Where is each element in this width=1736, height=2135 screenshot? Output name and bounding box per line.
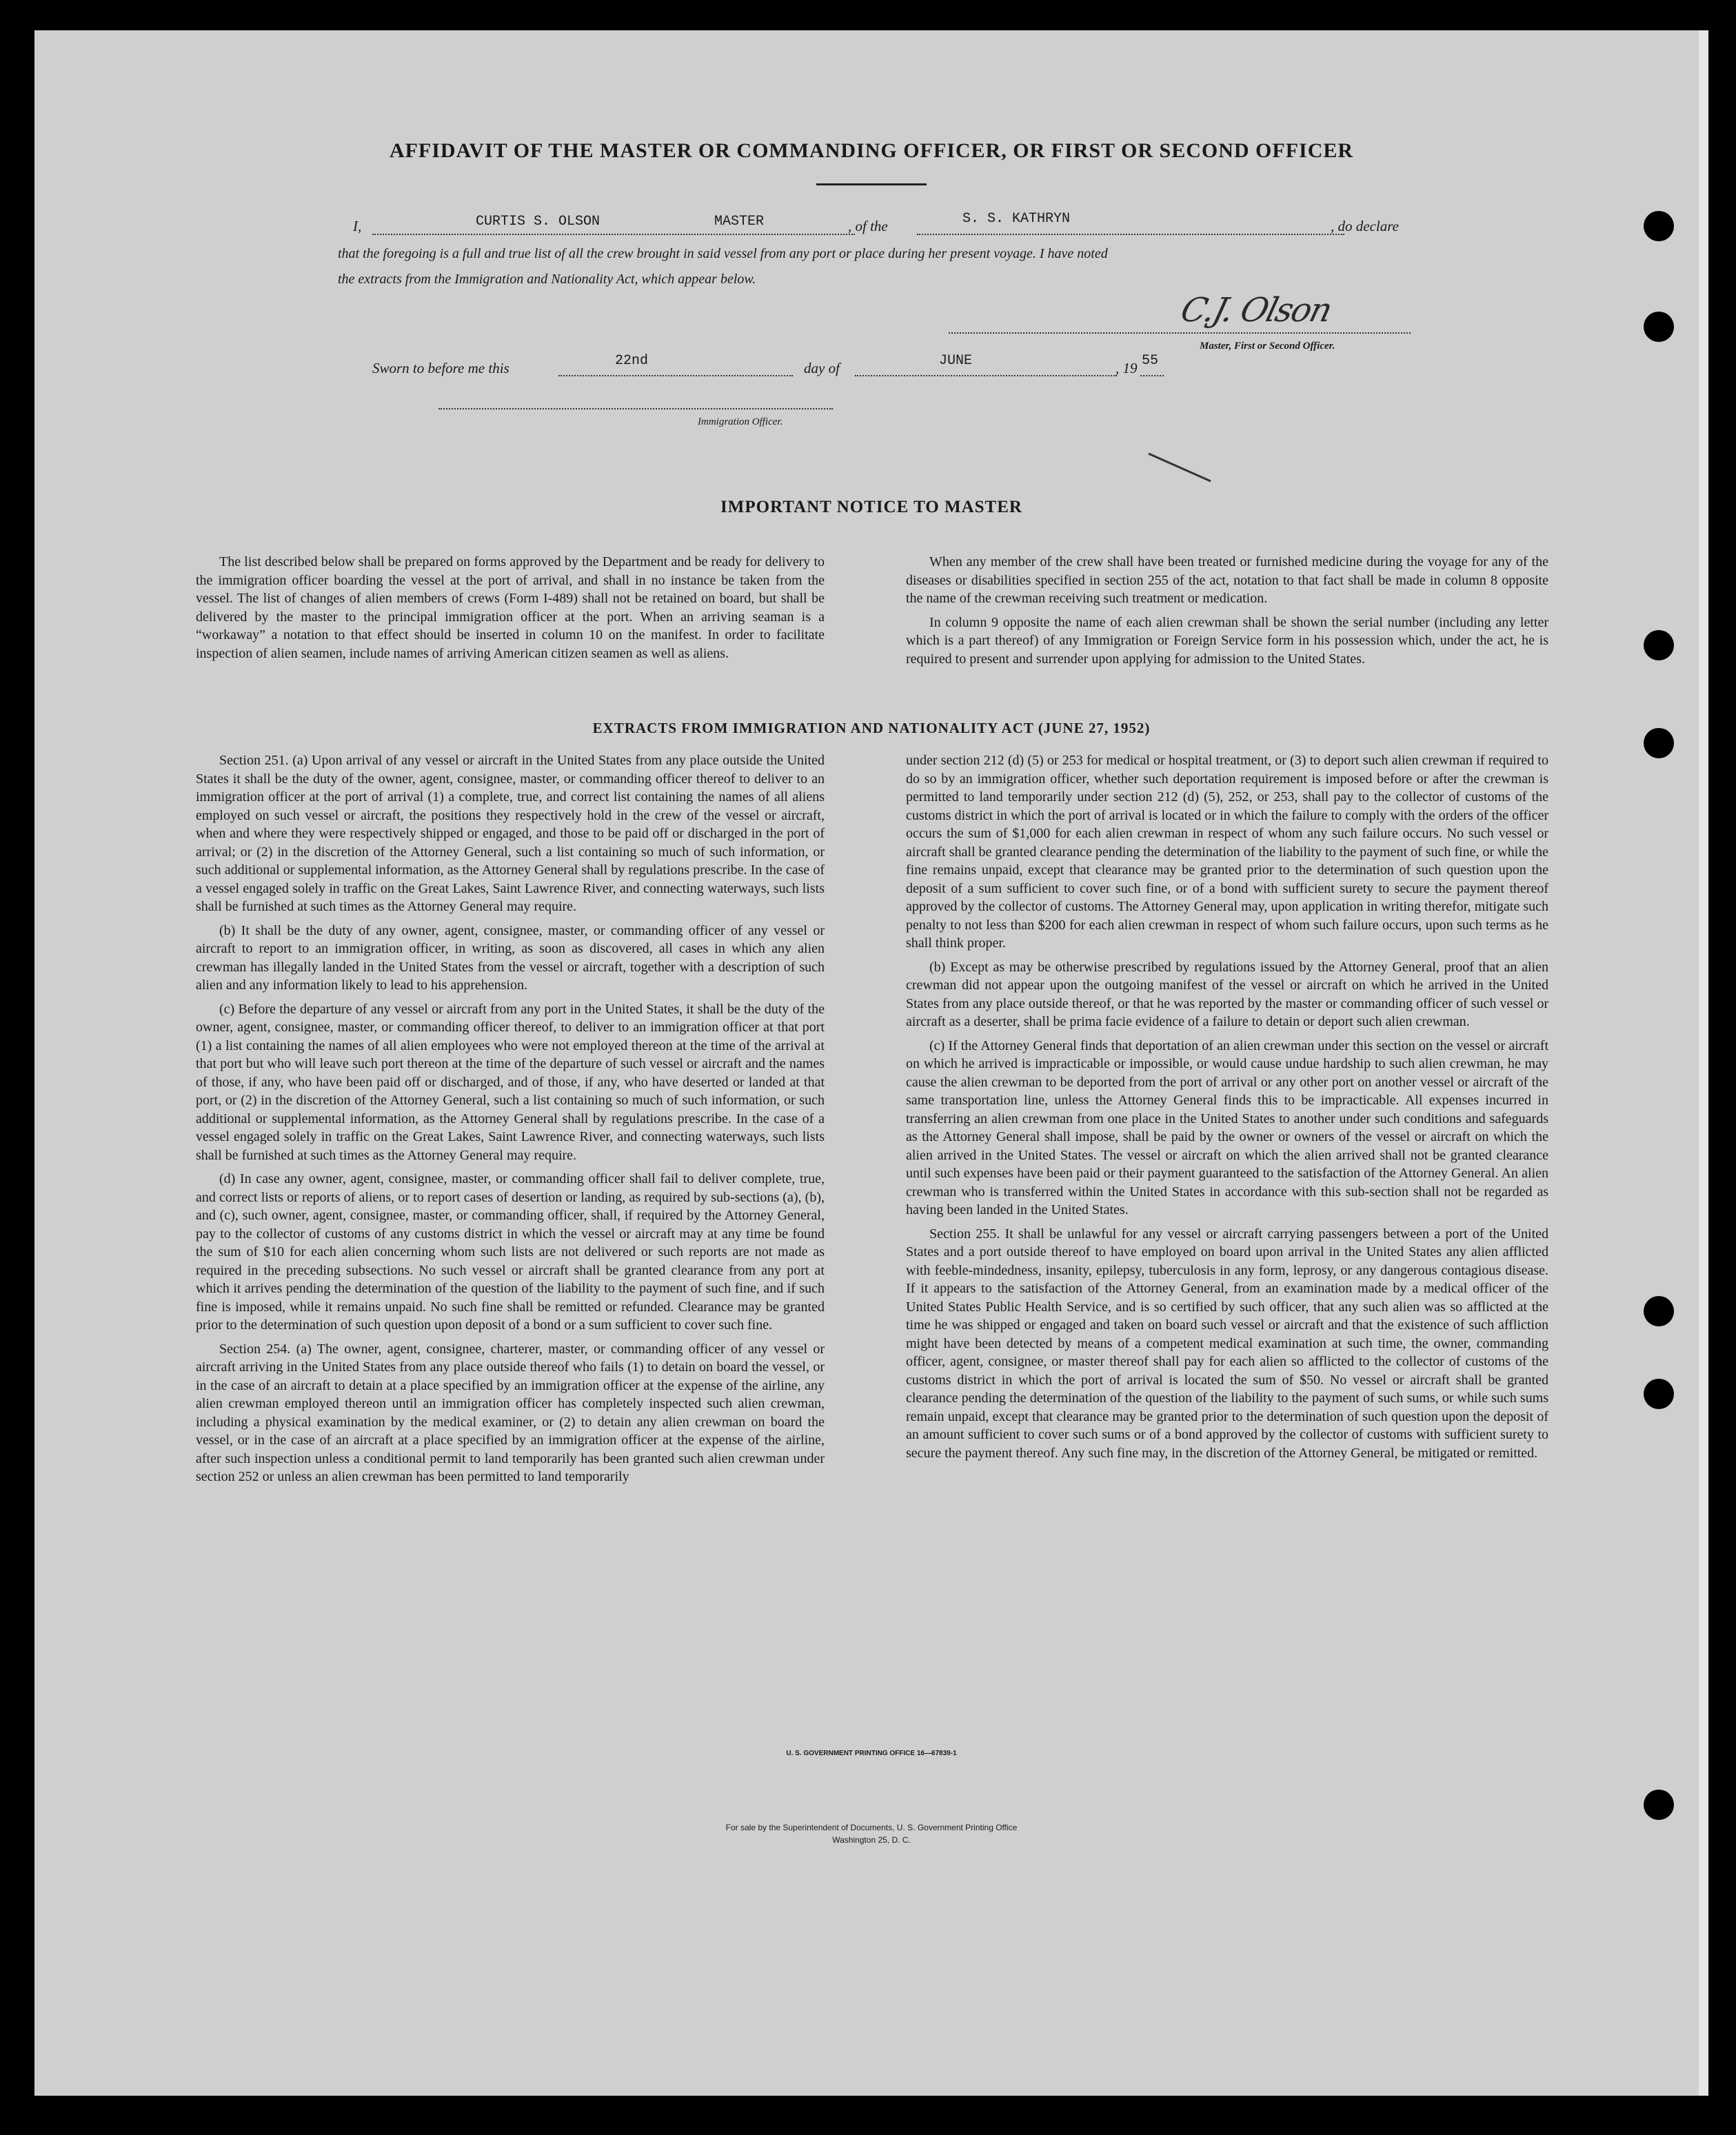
binder-hole — [1644, 1296, 1674, 1326]
year-prefix: , 19 — [1116, 360, 1138, 376]
master-rank: MASTER — [714, 214, 765, 230]
notice-left-column — [196, 553, 825, 668]
pen-stroke — [1146, 449, 1215, 485]
sale-notice-line-2: Washington 25, D. C. — [832, 1835, 911, 1845]
binder-hole — [1644, 211, 1674, 241]
notice-paragraph: When any member of the crew shall have been treated or furnished medicine during the voyage for any of the diseases or disabilities specified in section 255 of the act, notation to that fact shall be made in column 8 opposite the name of the crewman receiving such treatment or medication. — [906, 554, 1548, 606]
extract-paragraph: (d) In case any owner, agent, consignee, master, or commanding officer shall fail to deliver complete, true, and correct lists or reports of aliens, or to report cases of desertion or landing, as required by sub-sections (a), (b), and (c), such owner, agent, consignee, master, or commanding officer, shall, if required by the Attorney General, pay to the collector of customs of any customs district in which the vessel or aircraft may at any time be found the sum of $10 for each alien concerning whom such lists are not delivered or such reports are not made as required in the preceding subsections. No such vessel or aircraft shall be granted clearance from any port at which it arrives pending the determination of the question of the liability to the payment of such fine, and if such fine is imposed, while it remains unpaid. No such fine shall be remitted or refunded. Clearance may be granted prior to the determination of such question upon deposit of a bond or a sum sufficient to cover such fine. — [196, 1171, 825, 1333]
do-declare-label: , do declare — [1331, 218, 1399, 234]
gpo-imprint: U. S. GOVERNMENT PRINTING OFFICE 16—67839-1 — [786, 1750, 957, 1757]
notice-paragraph: The list described below shall be prepared on forms approved by the Department and be ready for delivery to the immigration officer boarding the vessel at the port of arrival, and shall in no instance be taken from the vessel. The list of changes of alien members of crews (Form I-489) shall not be retained on board, but shall be delivered by the master to the principal immigration officer at the port. When an arriving seaman is a “workaway” a notation to that effect should be inserted in column 10 on the manifest. In order to facilitate inspection of alien seamen, include names of arriving American citizen seamen as well as aliens. — [196, 554, 825, 661]
day-of-label: day of — [804, 360, 840, 376]
signature-caption: Master, First or Second Officer. — [1200, 341, 1335, 352]
declaration-line-1: that the foregoing is a full and true list of all the crew brought in said vessel from any port or place during her present voyage. I have noted — [338, 246, 1108, 261]
sworn-month: JUNE — [939, 353, 973, 369]
sworn-year: 55 — [1142, 353, 1159, 369]
page-edge — [1699, 30, 1708, 2096]
title-rule — [816, 183, 927, 185]
notice-right-column — [906, 553, 1548, 674]
extract-paragraph: Section 255. It shall be unlawful for any vessel or aircraft carrying passengers between a port of the United States and a port outside thereof to have employed on board upon arrival in the United States any alien afflicted with feeble-mindedness, insanity, epilepsy, tuberculosis in any form, leprosy, or any dangerous contagious disease. If it appears to the satisfaction of the Attorney General, from an examination made by a medical officer of the United States Public Health Service, and is so certified by such officer, that any such alien was so afflicted at the time he was shipped or engaged and taken on board such vessel or aircraft and that the existence of such affliction might have been detected by means of a competent medical examination at such time, the owner, commanding officer, agent, consignee, or master thereof shall pay for each alien so afflicted to the collector of customs of the customs district in which the port of arrival is located the sum of $50. No vessel or aircraft shall be granted clearance pending the determination of the question of the liability to the payment of such sums, or while such sums remain unpaid, except that clearance may be granted prior to the determination of such question upon the deposit of an amount sufficient to cover such sums or of a bond approved by the collector of customs with sufficient surety to secure the payment thereof. Any such fine may, in the discretion of the Attorney General, be mitigated or remitted. — [906, 1226, 1548, 1461]
page-title: AFFIDAVIT OF THE MASTER OR COMMANDING OFFICER, OR FIRST OR SECOND OFFICER — [389, 139, 1354, 162]
declaration-prefix: I, — [353, 218, 362, 234]
sworn-day: 22nd — [615, 353, 649, 369]
master-signature: C.J. Olson — [1177, 291, 1335, 330]
of-the-label: , of the — [848, 218, 888, 234]
binder-hole — [1644, 312, 1674, 342]
vessel-line — [917, 234, 1344, 235]
sworn-label: Sworn to before me this — [372, 360, 509, 376]
extract-paragraph: (c) Before the departure of any vessel or aircraft from any port in the United States, it shall be the duty of the owner, agent, consignee, master, or commanding officer thereof, to deliver to an immigration officer at that port (1) a list containing the names of all alien employees who were not employed thereon at the time of the arrival at that port but who will leave such port thereon at the time of the departure of such vessel or aircraft and the names of those, if any, who have been paid off or discharged, and of those, if any, who have deserted or landed at that port, or (2) in the discretion of the Attorney General, such a list containing so much of such information, or such additional or supplemental information, as the Attorney General shall by regulations prescribe. In the case of a vessel engaged solely in traffic on the Great Lakes, Saint Lawrence River, and connecting waterways, such lists shall be furnished at such times as the Attorney General may require. — [196, 1001, 825, 1163]
immigration-officer-line — [438, 408, 833, 409]
document-sheet — [34, 30, 1708, 2096]
sworn-year-line — [1140, 375, 1164, 376]
declaration-line-2: the extracts from the Immigration and Nationality Act, which appear below. — [338, 272, 756, 287]
sale-notice-line-1: For sale by the Superintendent of Documents, U. S. Government Printing Office — [725, 1823, 1018, 1832]
extract-paragraph: under section 212 (d) (5) or 253 for medical or hospital treatment, or (3) to deport such alien crewman if required to do so by an immigration officer, whether such deportation requirement is imposed before or after the crewman is permitted to land temporarily under section 212 (d) (5), 252, or 253, shall pay to the collector of customs of the customs district in which the port of arrival is located or in which the failure to comply with the orders of the officer occurs the sum of $1,000 for each alien crewman in respect of whom any such failure occurs. No such vessel or aircraft shall be granted clearance pending the determination of the liability to the payment of such fine, or while the fine remains unpaid, except that clearance may be granted prior to the determination of such question upon the deposit of a sum sufficient to cover such fine, or of a bond with sufficient surety to secure the payment thereof approved by the collector of customs. The Attorney General may, upon application in writing therefor, mitigate such penalty to not less than $200 for each alien crewman in respect of whom such failure occurs, upon such terms as he shall think proper. — [906, 753, 1548, 951]
immigration-officer-caption: Immigration Officer. — [698, 416, 783, 427]
extract-paragraph: (c) If the Attorney General finds that deportation of an alien crewman under this section on the vessel or aircraft on which he arrived is impracticable or impossible, or would cause undue hardship to such alien crewman, he may cause the alien crewman to be deported from the port of arrival or any other port on another vessel or aircraft of the same transportation line, unless the Attorney General finds this to be impracticable. All expenses incurred in transferring an alien crewman from one place in the United States to another under such conditions and safeguards as the Attorney General shall impose, shall be paid by the owner or owners of the vessel or aircraft on which the alien arrived in the United States. The vessel or aircraft on which the alien arrived shall not be granted clearance until such expenses have been paid or their payment guaranteed to the satisfaction of the Attorney General. An alien crewman who is transferred within the United States in accordance with this sub-section shall not be regarded as having been landed in the United States. — [906, 1038, 1548, 1217]
master-name: CURTIS S. OLSON — [476, 214, 600, 230]
extracts-heading: EXTRACTS FROM IMMIGRATION AND NATIONALITY ACT (JUNE 27, 1952) — [592, 720, 1151, 736]
binder-hole — [1644, 1790, 1674, 1820]
notice-heading: IMPORTANT NOTICE TO MASTER — [720, 498, 1022, 516]
extract-paragraph: (b) Except as may be otherwise prescribed by regulations issued by the Attorney General, proof that an alien crewman did not appear upon the outgoing manifest of the vessel or aircraft on which he arrived in the United States from any place outside thereof, or that he was reported by the master or commanding officer of such vessel or aircraft as a deserter, shall be prima facie evidence of a failure to detain or deport such alien crewman. — [906, 959, 1548, 1029]
signature-line — [949, 332, 1411, 334]
sworn-month-line — [855, 375, 1117, 376]
extract-paragraph: Section 254. (a) The owner, agent, consignee, charterer, master, or commanding officer of any vessel or aircraft arriving in the United States from any place outside thereof who fails (1) to detain on board the vessel, or in the case of an aircraft to detain at a place specified by an immigration officer at the expense of the airline, any alien crewman employed thereon until an immigration officer has completely inspected such alien crewman, including a physical examination by the medical examiner, or (2) to detain any alien crewman on board the vessel, or in the case of an aircraft at a place specified by an immigration officer at the expense of the airline, after such inspection unless a conditional permit to land temporarily has been granted such alien crewman under section 252 or unless an alien crewman has been permitted to land temporarily — [196, 1341, 825, 1484]
extract-paragraph: (b) It shall be the duty of any owner, agent, consignee, master, or commanding officer of any vessel or aircraft to report to an immigration officer, in writing, as soon as discovered, all cases in which any alien crewman has illegally landed in the United States from the vessel or aircraft, together with a description of such alien and any information likely to lead to his apprehension. — [196, 922, 825, 993]
binder-hole — [1644, 1379, 1674, 1409]
extracts-right-column — [906, 751, 1548, 1468]
name-line — [372, 234, 855, 235]
notice-paragraph: In column 9 opposite the name of each alien crewman shall be shown the serial number (including any letter which is a part thereof) of any Immigration or Foreign Service form in his possession which, under the act, he is required to present and surrender upon applying for admission to the United States. — [906, 614, 1548, 667]
sworn-day-line — [558, 375, 793, 376]
vessel-name: S. S. KATHRYN — [962, 211, 1071, 227]
extracts-left-column — [196, 751, 825, 1492]
binder-hole — [1644, 630, 1674, 660]
extract-paragraph: Section 251. (a) Upon arrival of any vessel or aircraft in the United States from any place outside the United States it shall be the duty of the owner, agent, consignee, master, or commanding officer thereof to deliver to an immigration officer at the port of arrival (1) a complete, true, and correct list containing the names of all aliens employed on such vessel or aircraft, the positions they respectively hold in the crew of the vessel or aircraft, when and where they were respectively shipped or engaged, and those to be paid off or discharged in the port of arrival; or (2) in the discretion of the Attorney General, such a list containing so much of such information, or such additional or supplemental information, as the Attorney General shall by regulations prescribe. In the case of a vessel engaged solely in traffic on the Great Lakes, Saint Lawrence River, and connecting waterways, such lists shall be furnished at such times as the Attorney General may require. — [196, 753, 825, 914]
